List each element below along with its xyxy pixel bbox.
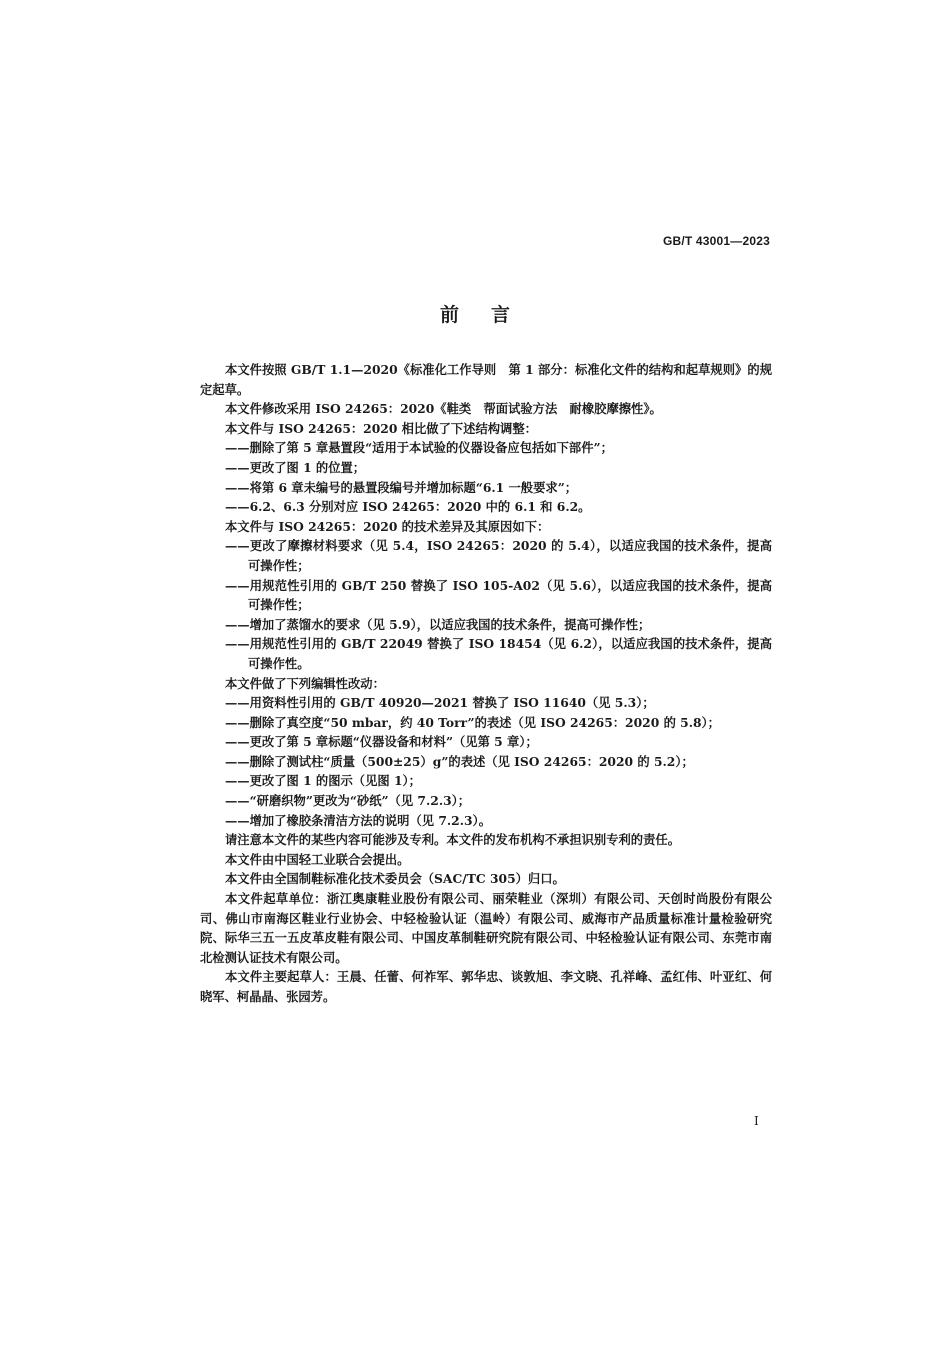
paragraph: 请注意本文件的某些内容可能涉及专利。本文件的发布机构不承担识别专利的责任。 <box>225 832 680 848</box>
paragraph: 本文件按照 GB/T 1.1—2020《标准化工作导则 第 1 部分：标准化文件的结构和起草规则》的规定起草。 <box>200 362 772 397</box>
paragraph: 本文件做了下列编辑性改动： <box>225 675 385 691</box>
title-char: 言 <box>491 304 511 326</box>
paragraph: 本文件主要起草人：王晨、任蕾、何祚军、郭华忠、谈敦旭、李文晓、孔祥峰、孟红伟、叶亚红、何晓军、柯晶晶、张园芳。 <box>200 969 772 1004</box>
list-item: ——“研磨织物”更改为“砂纸”（见 7.2.3）； <box>225 793 471 809</box>
title-char: 前 <box>439 304 459 326</box>
list-item: ——更改了摩擦材料要求（见 5.4，ISO 24265：2020 的 5.4），以适应我国的技术条件，提高可操作性； <box>225 538 772 573</box>
standard-number: GB/T 43001—2023 <box>662 234 770 248</box>
list-item: ——更改了图 1 的图示（见图 1）； <box>225 773 421 789</box>
paragraph: 本文件与 ISO 24265：2020 相比做了下述结构调整： <box>225 420 537 436</box>
list-item: ——增加了橡胶条清洁方法的说明（见 7.2.3）。 <box>225 812 492 828</box>
list-item: ——删除了测试柱“质量（500±25）g”的表述（见 ISO 24265：2020 的 5.2）； <box>225 753 694 769</box>
page-number: I <box>754 1114 759 1128</box>
list-item: ——增加了蒸馏水的要求（见 5.9），以适应我国的技术条件，提高可操作性； <box>225 616 651 632</box>
paragraph: 本文件由全国制鞋标准化技术委员会（SAC/TC 305）归口。 <box>225 871 565 887</box>
list-item: ——删除了第 5 章悬置段“适用于本试验的仪器设备应包括如下部件”； <box>225 440 613 456</box>
paragraph: 本文件由中国轻工业联合会提出。 <box>225 851 410 867</box>
list-item: ——用资料性引用的 GB/T 40920—2021 替换了 ISO 11640（见 5.3）； <box>225 695 655 711</box>
list-item: ——删除了真空度“50 mbar，约 40 Torr”的表述（见 ISO 24265：2020 的 5.8）； <box>225 714 720 730</box>
list-item: ——用规范性引用的 GB/T 250 替换了 ISO 105-A02（见 5.6），以适应我国的技术条件，提高可操作性； <box>225 577 772 613</box>
list-item: ——更改了第 5 章标题“仪器设备和材料”（见第 5 章）； <box>225 734 538 750</box>
foreword-body <box>200 360 772 1007</box>
list-item: ——将第 6 章未编号的悬置段编号并增加标题“6.1 一般要求”； <box>225 479 578 495</box>
page-title <box>0 300 950 327</box>
paragraph: 本文件与 ISO 24265：2020 的技术差异及其原因如下： <box>225 518 550 534</box>
list-item: ——更改了图 1 的位置； <box>225 459 366 475</box>
list-item: ——用规范性引用的 GB/T 22049 替换了 ISO 18454（见 6.2），以适应我国的技术条件，提高可操作性。 <box>225 636 772 671</box>
paragraph: 本文件起草单位：浙江奥康鞋业股份有限公司、丽荣鞋业（深圳）有限公司、天创时尚股份有限公司、佛山市南海区鞋业行业协会、中轻检验认证（温岭）有限公司、威海市产品质量标准计量检验研究院、际华三五一五皮革皮鞋有限公司、中国皮革制鞋研究院有限公司、中轻检验认证有限公司、东莞市南北检测认证技术有限公司。 <box>200 891 772 965</box>
list-item: ——6.2、6.3 分别对应 ISO 24265：2020 中的 6.1 和 6.2。 <box>225 499 591 515</box>
paragraph: 本文件修改采用 ISO 24265：2020《鞋类 帮面试验方法 耐橡胶摩擦性》。 <box>225 401 662 417</box>
